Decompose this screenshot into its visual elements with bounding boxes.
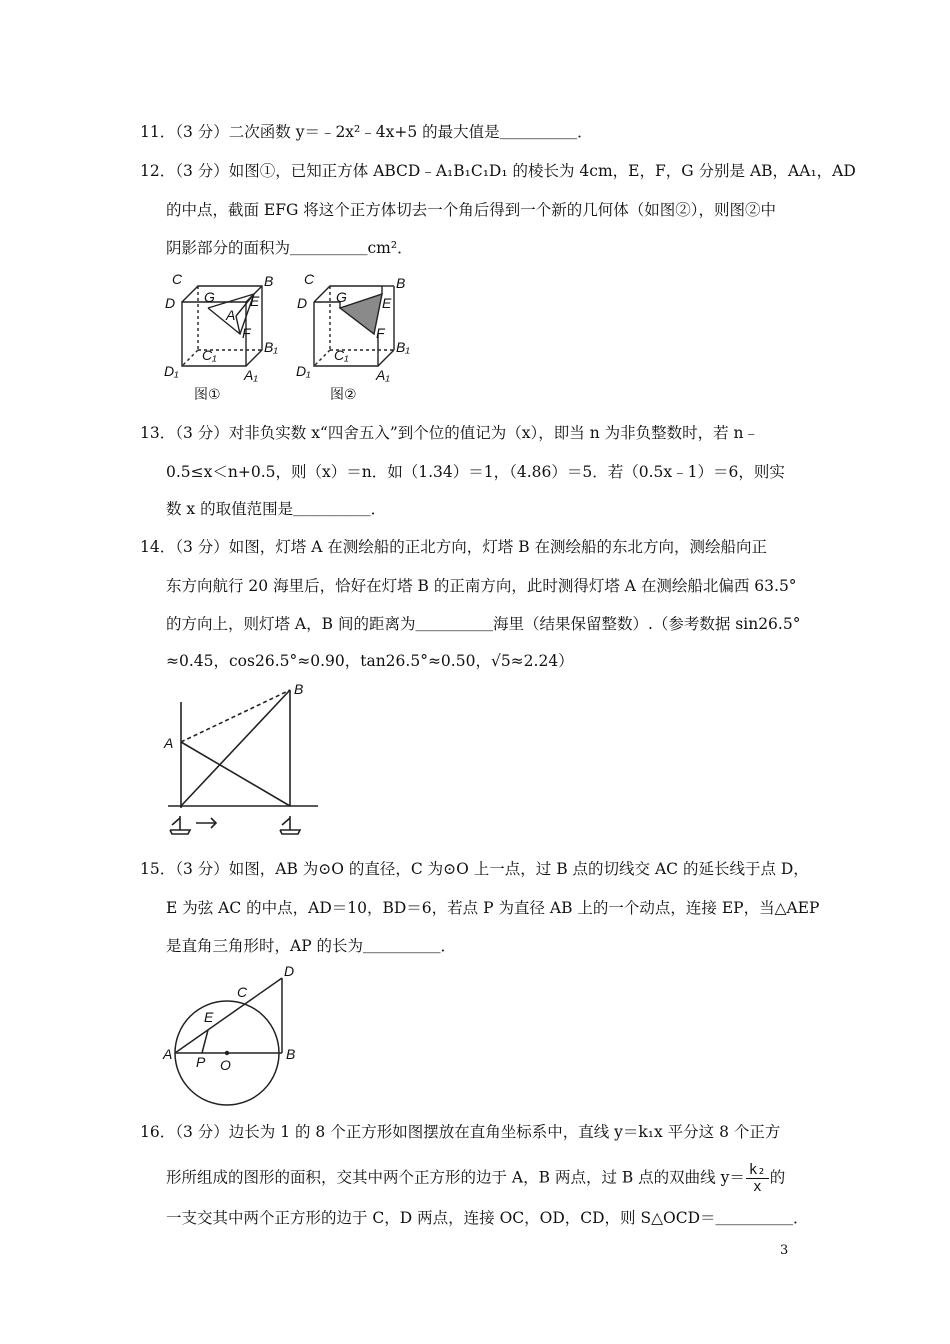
fig2-label-g: G: [336, 289, 347, 305]
fig2-label-d: D: [297, 295, 308, 311]
q15-line2: E 为弦 AC 的中点，AD＝10，BD＝6，若点 P 为直径 AB 上的一个动点，连接 EP，当△AEP: [166, 899, 820, 917]
arrow-right-icon: [196, 818, 216, 828]
circle-label-o: O: [220, 1057, 231, 1073]
fig2-label-e: E: [382, 295, 392, 311]
q12-line1: 12．（3 分）如图①，已知正方体 ABCD﹣A₁B₁C₁D₁ 的棱长为 4cm，E，F，G 分别是 AB，AA₁，AD: [140, 162, 856, 180]
ship-icon: [170, 816, 190, 834]
circle-label-p: P: [196, 1054, 206, 1070]
hyperbola-fraction: [746, 1162, 769, 1195]
fig2-label-d1: D₁: [296, 363, 311, 379]
q14-line3: 的方向上，则灯塔 A，B 间的距离为＿＿＿＿＿海里（结果保留整数）.（参考数据 sin26.5°: [166, 615, 801, 633]
fig2-caption: 图②: [330, 387, 357, 403]
q12-line2: 的中点，截面 EFG 将这个正方体切去一个角后得到一个新的几何体（如图②），则图②中: [166, 201, 777, 219]
q13-line2: 0.5≤x＜n+0.5，则（x）＝n．如（1.34）＝1，（4.86）＝5．若（0.5x﹣1）＝6，则实: [166, 463, 785, 481]
fig1-caption: 图①: [194, 387, 221, 403]
circle-label-c: C: [237, 984, 248, 1000]
circle-label-d: D: [284, 963, 295, 979]
q14-line4: ≈0.45，cos26.5°≈0.90，tan26.5°≈0.50，√5≈2.24）: [166, 652, 574, 670]
fig1-label-g: G: [204, 289, 215, 305]
fig1-label-e: E: [250, 293, 260, 309]
lighthouse-label-a: A: [164, 735, 174, 751]
q15-line1: 15．（3 分）如图，AB 为⊙O 的直径，C 为⊙O 上一点，过 B 点的切线交 AC 的延长线于点 D，: [140, 860, 809, 878]
lighthouse-label-b: B: [294, 681, 304, 697]
q11-line1: 11．（3 分）二次函数 y＝﹣2x²﹣4x+5 的最大值是＿＿＿＿＿．: [140, 123, 593, 141]
page-number: 3: [780, 1243, 789, 1258]
fig1-label-d1: D₁: [164, 363, 179, 379]
fraction-numerator: k₂: [746, 1162, 769, 1179]
fig2-label-b: B: [396, 275, 406, 291]
ship-icon-2: [280, 816, 300, 834]
circle-label-a: A: [163, 1046, 173, 1062]
q16-line3: 一支交其中两个正方形的边于 C，D 两点，连接 OC，OD，CD，则 S△OCD＝＿＿＿＿＿．: [166, 1209, 809, 1227]
q16-line1: 16．（3 分）边长为 1 的 8 个正方形如图摆放在直角坐标系中，直线 y＝k₁x 平分这 8 个正方: [140, 1123, 781, 1141]
fig1-label-c1: C₁: [202, 347, 217, 363]
fig1-label-f: F: [242, 325, 251, 341]
q15-line3: 是直角三角形时，AP 的长为＿＿＿＿＿．: [166, 937, 457, 955]
fig2-label-a1: A₁: [376, 367, 390, 383]
fig1-label-b: B: [264, 273, 274, 289]
fig1-label-c: C: [172, 271, 183, 287]
q16-line2-tail: 的: [769, 1168, 786, 1187]
q13-line3: 数 x 的取值范围是＿＿＿＿＿．: [166, 500, 387, 518]
q16-line2: [166, 1162, 785, 1195]
q13-line1: 13．（3 分）对非负实数 x“四舍五入”到个位的值记为（x），即当 n 为非负整数时，若 n﹣: [140, 424, 760, 442]
q12-line3: 阴影部分的面积为＿＿＿＿＿cm²．: [166, 239, 413, 257]
circle-label-e: E: [204, 1009, 214, 1025]
fig2-label-c1: C₁: [334, 347, 349, 363]
fig1-label-b1: B₁: [264, 339, 278, 355]
q14-line2: 东方向航行 20 海里后，恰好在灯塔 B 的正南方向，此时测得灯塔 A 在测绘船北偏西 63.5°: [166, 577, 797, 595]
fig1-label-a1: A₁: [244, 367, 258, 383]
cube-figure-1: [160, 270, 278, 405]
q16-line2-text: 形所组成的图形的面积，交其中两个正方形的边于 A，B 两点，过 B 点的双曲线 y＝: [166, 1168, 745, 1187]
fig2-label-b1: B₁: [396, 339, 410, 355]
fig1-label-a: A: [226, 307, 236, 323]
cube-figure-2: [292, 270, 412, 405]
q14-line1: 14．（3 分）如图，灯塔 A 在测绘船的正北方向，灯塔 B 在测绘船的东北方向，测绘船向正: [140, 538, 768, 556]
fraction-denominator: x: [753, 1179, 762, 1195]
fig2-label-f: F: [376, 325, 385, 341]
lighthouse-figure: [160, 680, 325, 840]
fig1-label-d: D: [165, 295, 176, 311]
circle-label-b: B: [286, 1046, 296, 1062]
circle-figure: [160, 960, 310, 1110]
fig2-label-c: C: [304, 271, 315, 287]
